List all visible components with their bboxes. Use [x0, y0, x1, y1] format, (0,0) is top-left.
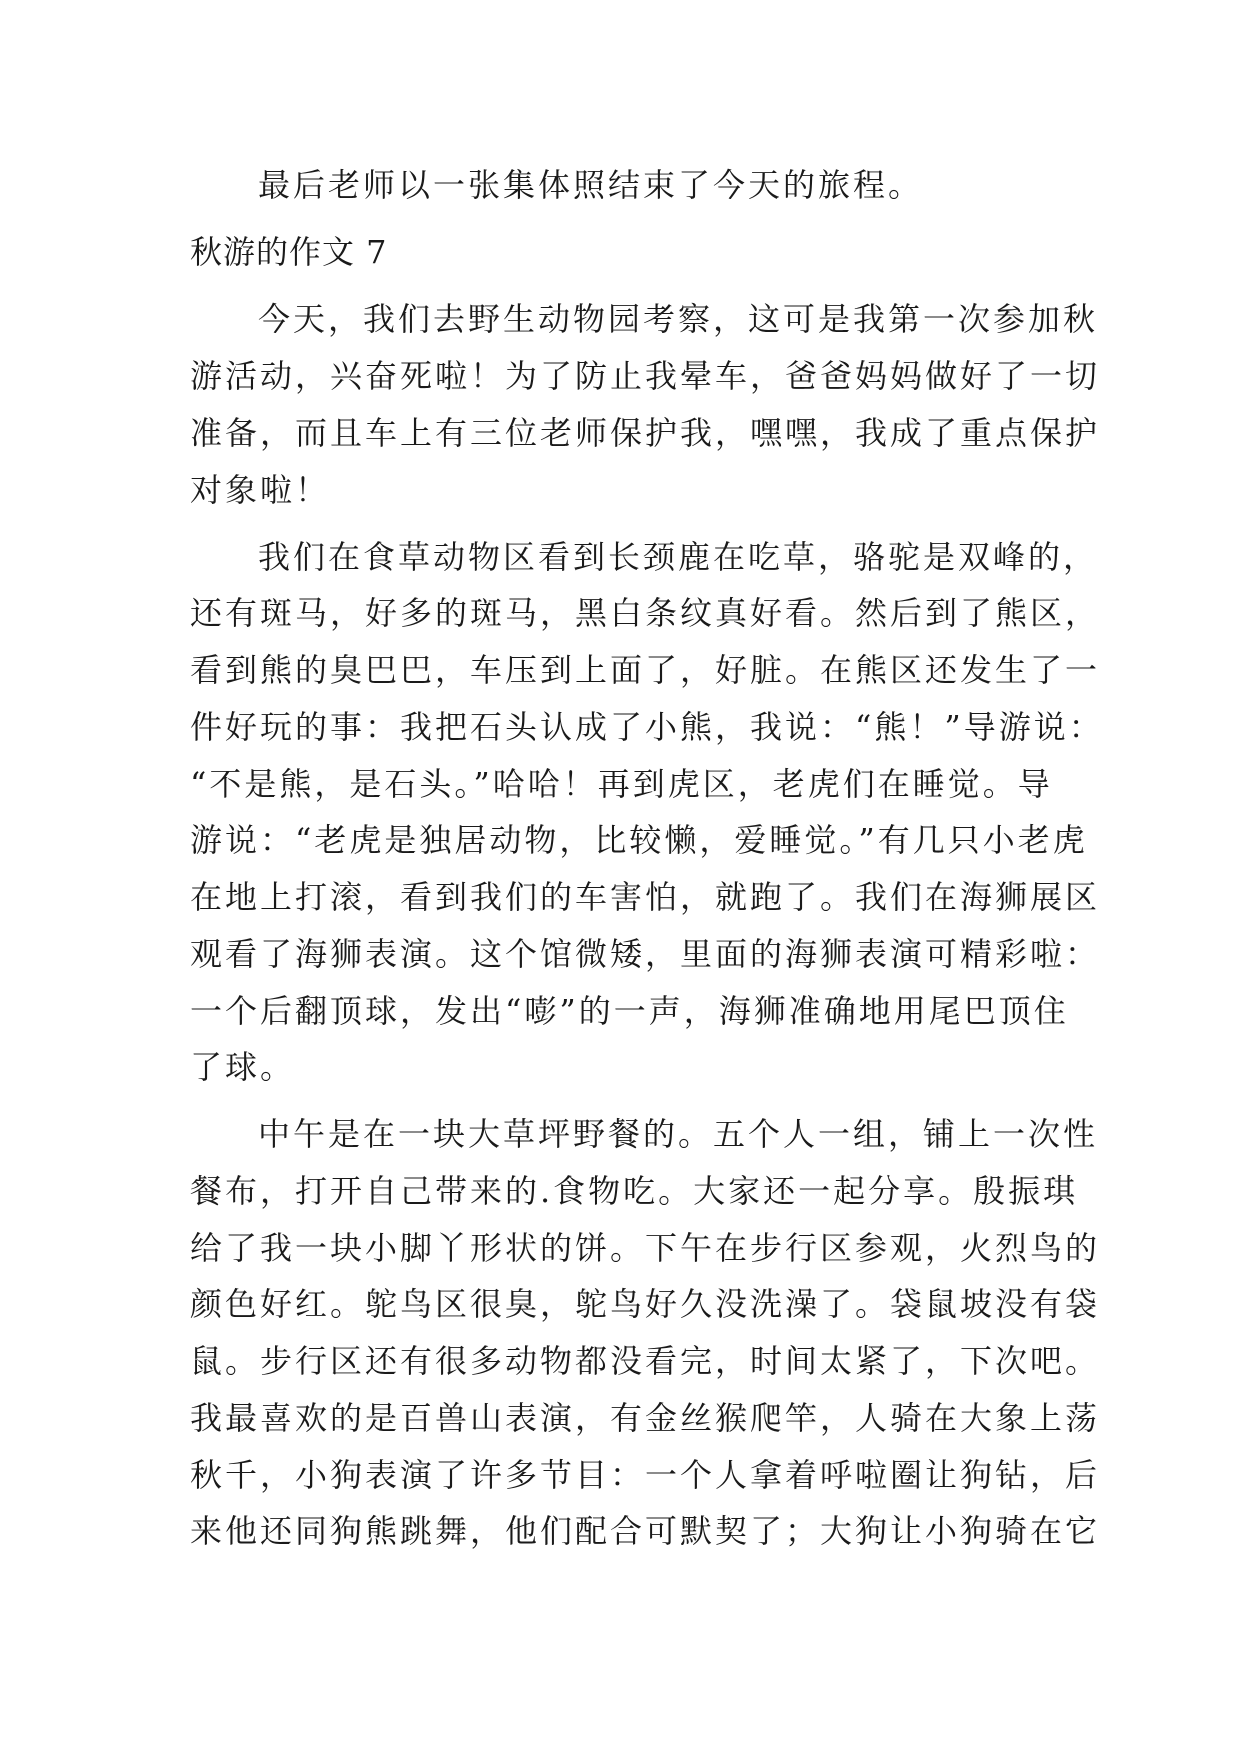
paragraph-line: 观看了海狮表演。这个馆微矮，里面的海狮表演可精彩啦：: [190, 935, 1101, 973]
paragraph-line: 游说：“老虎是独居动物，比较懒，爱睡觉。”有几只小老虎: [190, 821, 1088, 859]
paragraph-line: “不是熊，是石头。”哈哈！再到虎区，老虎们在睡觉。导: [190, 765, 1053, 803]
paragraph-line: 餐布，打开自己带来的.食物吃。大家还一起分享。殷振琪: [190, 1172, 1079, 1210]
paragraph-line: 了球。: [190, 1048, 296, 1086]
paragraph-line: 看到熊的臭巴巴，车压到上面了，好脏。在熊区还发生了一: [190, 651, 1101, 689]
paragraph-line: 我们在食草动物区看到长颈鹿在吃草，骆驼是双峰的，: [258, 538, 1099, 576]
paragraph-line: 来他还同狗熊跳舞，他们配合可默契了；大狗让小狗骑在它: [190, 1512, 1101, 1550]
paragraph-line: 鼠。步行区还有很多动物都没看完，时间太紧了，下次吧。: [190, 1342, 1101, 1380]
closing-line: 最后老师以一张集体照结束了今天的旅程。: [258, 166, 924, 204]
paragraph-line: 在地上打滚，看到我们的车害怕，就跑了。我们在海狮展区: [190, 878, 1101, 916]
paragraph-line: 对象啦！: [190, 471, 331, 509]
paragraph-line: 我最喜欢的是百兽山表演，有金丝猴爬竿，人骑在大象上荡: [190, 1399, 1101, 1437]
paragraph-line: 准备，而且车上有三位老师保护我，嘿嘿，我成了重点保护: [190, 414, 1101, 452]
paragraph-line: 颜色好红。鸵鸟区很臭，鸵鸟好久没洗澡了。袋鼠坡没有袋: [190, 1285, 1101, 1323]
paragraph-line: 秋千，小狗表演了许多节目：一个人拿着呼啦圈让狗钻，后: [190, 1456, 1101, 1494]
paragraph-line: 一个后翻顶球，发出“嘭”的一声，海狮准确地用尾巴顶住: [190, 992, 1069, 1030]
essay-heading: 秋游的作文 7: [190, 233, 388, 271]
paragraph-line: 中午是在一块大草坪野餐的。五个人一组，铺上一次性: [258, 1115, 1099, 1153]
paragraph-line: 游活动，兴奋死啦！为了防止我晕车，爸爸妈妈做好了一切: [190, 357, 1101, 395]
paragraph-line: 今天，我们去野生动物园考察，这可是我第一次参加秋: [258, 300, 1099, 338]
paragraph-line: 件好玩的事：我把石头认成了小熊，我说：“熊！”导游说：: [190, 708, 1104, 746]
paragraph-line: 给了我一块小脚丫形状的饼。下午在步行区参观，火烈鸟的: [190, 1229, 1101, 1267]
paragraph-line: 还有斑马，好多的斑马，黑白条纹真好看。然后到了熊区，: [190, 594, 1101, 632]
